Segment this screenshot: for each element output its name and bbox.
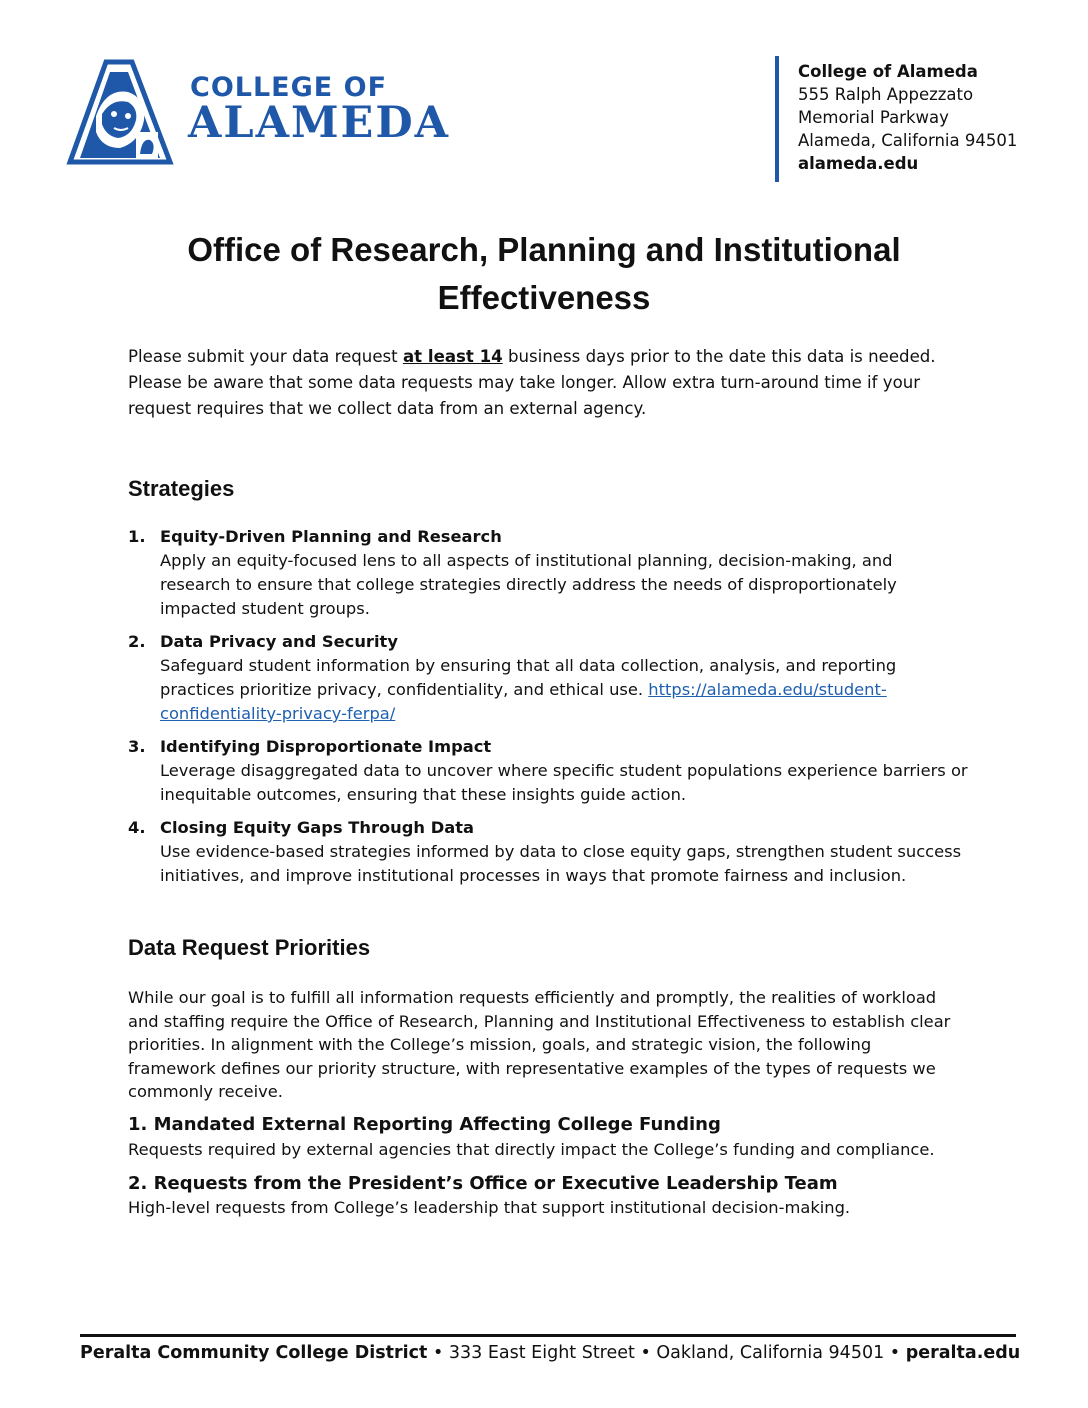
intro-paragraph bbox=[128, 344, 963, 422]
priorities-heading: Data Request Priorities bbox=[128, 935, 371, 960]
strategy-title: Equity-Driven Planning and Research bbox=[160, 527, 502, 546]
list-number: 1. bbox=[128, 527, 146, 546]
address-website[interactable]: alameda.edu bbox=[798, 154, 919, 173]
strategy-title: Data Privacy and Security bbox=[160, 632, 398, 651]
footer-rule bbox=[80, 1334, 1016, 1337]
address-name: College of Alameda bbox=[798, 62, 978, 81]
strategy-text: Apply an equity-focused lens to all aspects of institutional planning, decision-making, and research to ensure that college strategies directly address the needs of disproportionately impacted student groups. bbox=[160, 551, 897, 618]
intro-before: Please submit your data request bbox=[128, 347, 403, 366]
list-item bbox=[128, 735, 968, 807]
footer-sep: • bbox=[634, 1343, 657, 1363]
address-divider bbox=[775, 56, 779, 182]
list-item bbox=[128, 525, 968, 621]
title-line1: Office of Research, Planning and Institutional bbox=[187, 231, 901, 268]
strategy-text: Use evidence-based strategies informed by data to close equity gaps, strengthen student success initiatives, and improve institutional processes in ways that promote fairness and inclusion. bbox=[160, 842, 962, 885]
priority-text: High-level requests from College’s leadership that support institutional decision-making. bbox=[128, 1198, 851, 1217]
list-item bbox=[128, 816, 968, 888]
address-line3: Alameda, California 94501 bbox=[798, 131, 1018, 150]
footer-website[interactable]: peralta.edu bbox=[905, 1343, 1021, 1363]
list-number: 4. bbox=[128, 818, 146, 837]
priority-title: 2. Requests from the President’s Office or Executive Leadership Team bbox=[128, 1173, 838, 1194]
priorities-intro: While our goal is to fulfill all information requests efficiently and promptly, the realities of workload and staffing require the Office of Research, Planning and Institutional Effectiveness to establish clear priorities. In alignment with the College’s mission, goals, and strategic vision, the following framework defines our priority structure, with representative examples of the types of requests we commonly receive. bbox=[128, 988, 951, 1101]
logo-alameda: ALAMEDA bbox=[188, 98, 450, 148]
strategy-title: Identifying Disproportionate Impact bbox=[160, 737, 492, 756]
list-item bbox=[128, 630, 968, 726]
address-line2: Memorial Parkway bbox=[798, 108, 949, 127]
footer-address: 333 East Eight Street bbox=[448, 1343, 635, 1363]
footer-city: Oakland, California 94501 bbox=[656, 1343, 885, 1363]
strategy-title: Closing Equity Gaps Through Data bbox=[160, 818, 474, 837]
ferpa-link[interactable]: https://alameda.edu/student-confidentiality-privacy-ferpa/ bbox=[160, 680, 887, 723]
logo-college-of: COLLEGE OF bbox=[190, 72, 388, 103]
page-footer bbox=[80, 1343, 1021, 1363]
address-line1: 555 Ralph Appezzato bbox=[798, 85, 974, 104]
strategies-heading: Strategies bbox=[128, 476, 235, 501]
college-address bbox=[798, 60, 1017, 175]
footer-district: Peralta Community College District bbox=[80, 1343, 428, 1363]
strategies-list bbox=[128, 525, 968, 897]
footer-sep: • bbox=[427, 1343, 449, 1363]
intro-after: business days prior to the date this data is needed. Please be aware that some data requests may take longer. Allow extra turn-around time if your request requires that we collect data from an external agency. bbox=[128, 347, 936, 418]
title-line2: Effectiveness bbox=[437, 279, 651, 316]
intro-emphasis: at least 14 bbox=[402, 347, 503, 366]
strategy-text: Leverage disaggregated data to uncover where specific student populations experience barriers or inequitable outcomes, ensuring that these insights guide action. bbox=[160, 761, 968, 804]
page-title bbox=[100, 226, 988, 322]
priority-text: Requests required by external agencies that directly impact the College’s funding and compliance. bbox=[128, 1140, 935, 1159]
list-number: 2. bbox=[128, 632, 146, 651]
panther-logo-icon bbox=[66, 58, 174, 166]
priority-title: 1. Mandated External Reporting Affecting College Funding bbox=[128, 1114, 721, 1135]
footer-sep: • bbox=[884, 1343, 906, 1363]
list-number: 3. bbox=[128, 737, 146, 756]
college-logo bbox=[66, 58, 461, 168]
strategy-text: Safeguard student information by ensuring that all data collection, analysis, and reporting practices prioritize privacy, confidentiality, and ethical use. bbox=[160, 656, 897, 699]
